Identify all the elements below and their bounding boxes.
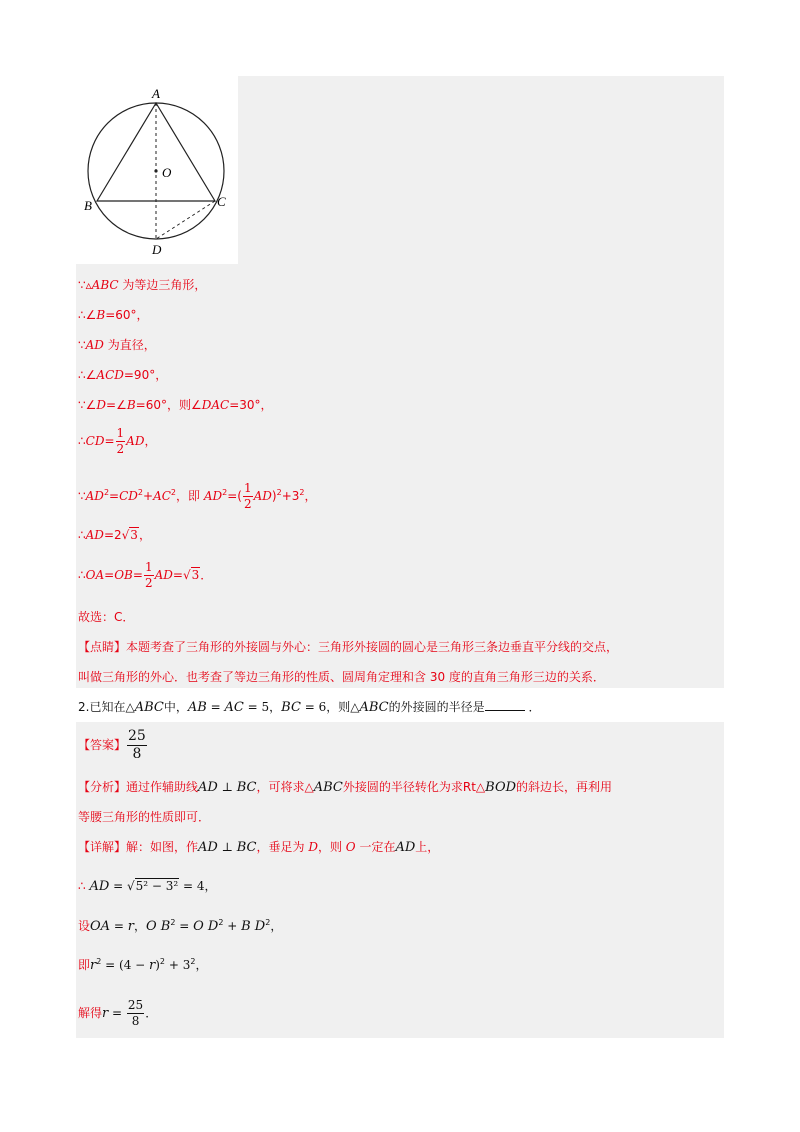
solution-line-7: $\because AD^2=CD^2+AC^2$，即 $AD^2=$( $\frac{1}{2}$ $AD)^2+3^2$，	[78, 481, 317, 511]
detail-tag: 【详解】	[78, 840, 127, 854]
step-2: 设OA = r，O $B^2 = O$ $D^2 + B$ $D^2$，	[78, 918, 283, 934]
analysis-line-1: 【分析】通过作辅助线AD ⊥ BC，可将求△ABC外接圆的半径转化为求Rt△BOD的斜边长，再利用	[78, 780, 613, 795]
fraction-half: $\frac{1}{2}$	[116, 426, 125, 456]
sqrt-expression: √5² − 3²	[126, 879, 179, 893]
answer-fraction: $\frac{25}{8}$	[128, 728, 146, 762]
answer-tag: 【答案】	[78, 738, 127, 752]
step-3: 即$r^2 = (4 - r)^2 + 3^2$，	[78, 957, 208, 973]
comment-line-2: 叫做三角形的外心．也考查了等边三角形的性质、圆周角定理和含 30 度的直角三角形三边的关系．	[78, 670, 605, 684]
choice-answer: 故选：C．	[78, 610, 135, 624]
solution-line-1: ∵▵ABC 为等边三角形，	[78, 278, 207, 292]
geometry-diagram	[76, 76, 238, 264]
comment-line-1: 【点睛】本题考查了三角形的外接圆与外心：三角形外接圆的圆心是三角形三条边垂直平分线的交点，	[78, 640, 619, 654]
solution-line-9: ∴OA=OB= $\frac{1}{2}$ AD=√3．	[78, 560, 213, 590]
solution-line-4: ∴∠ACD=90°，	[78, 368, 168, 382]
analysis-tag: 【分析】	[78, 780, 127, 794]
label-a: A	[152, 86, 160, 101]
solution-line-3: ∵AD 为直径，	[78, 338, 156, 352]
answer-line	[78, 728, 148, 763]
label-d: D	[152, 242, 162, 257]
solution-line-6: ∴CD= $\frac{1}{2}$ AD，	[78, 426, 157, 456]
label-c: C	[217, 194, 226, 209]
segment-cd	[156, 201, 215, 239]
analysis-line-2: 等腰三角形的性质即可．	[78, 810, 211, 824]
detail-line-1: 【详解】解：如图，作AD ⊥ BC，垂足为 D，则 O 一定在AD上，	[78, 840, 440, 855]
solution-line-2: ∴∠B=60°，	[78, 308, 149, 322]
step-1: ∴ AD = √5² − 3² = 4，	[78, 879, 217, 894]
comment-tag: 【点睛】	[78, 640, 127, 654]
label-b: B	[84, 198, 92, 213]
center-point-o	[154, 169, 157, 172]
sqrt-three: √3	[121, 528, 138, 542]
sqrt-three: √3	[182, 568, 200, 582]
fraction-half: $\frac{1}{2}$	[243, 481, 252, 511]
circle-triangle-figure	[76, 76, 238, 264]
result-fraction: $\frac{25}{8}$	[127, 998, 144, 1028]
step-4: 解得r = $\frac{25}{8}$ ．	[78, 998, 158, 1028]
fraction-half: $\frac{1}{2}$	[144, 560, 153, 590]
solution-line-5: ∵∠D=∠B=60°，则∠DAC=30°，	[78, 398, 273, 412]
question-2: 2.已知在△ABC中，AB = AC = 5，BC = 6，则△ABC的外接圆的半径是 ．	[78, 700, 541, 715]
label-o: O	[162, 165, 172, 180]
answer-blank	[485, 700, 525, 711]
solution-line-8: ∴AD=2√3，	[78, 528, 151, 542]
